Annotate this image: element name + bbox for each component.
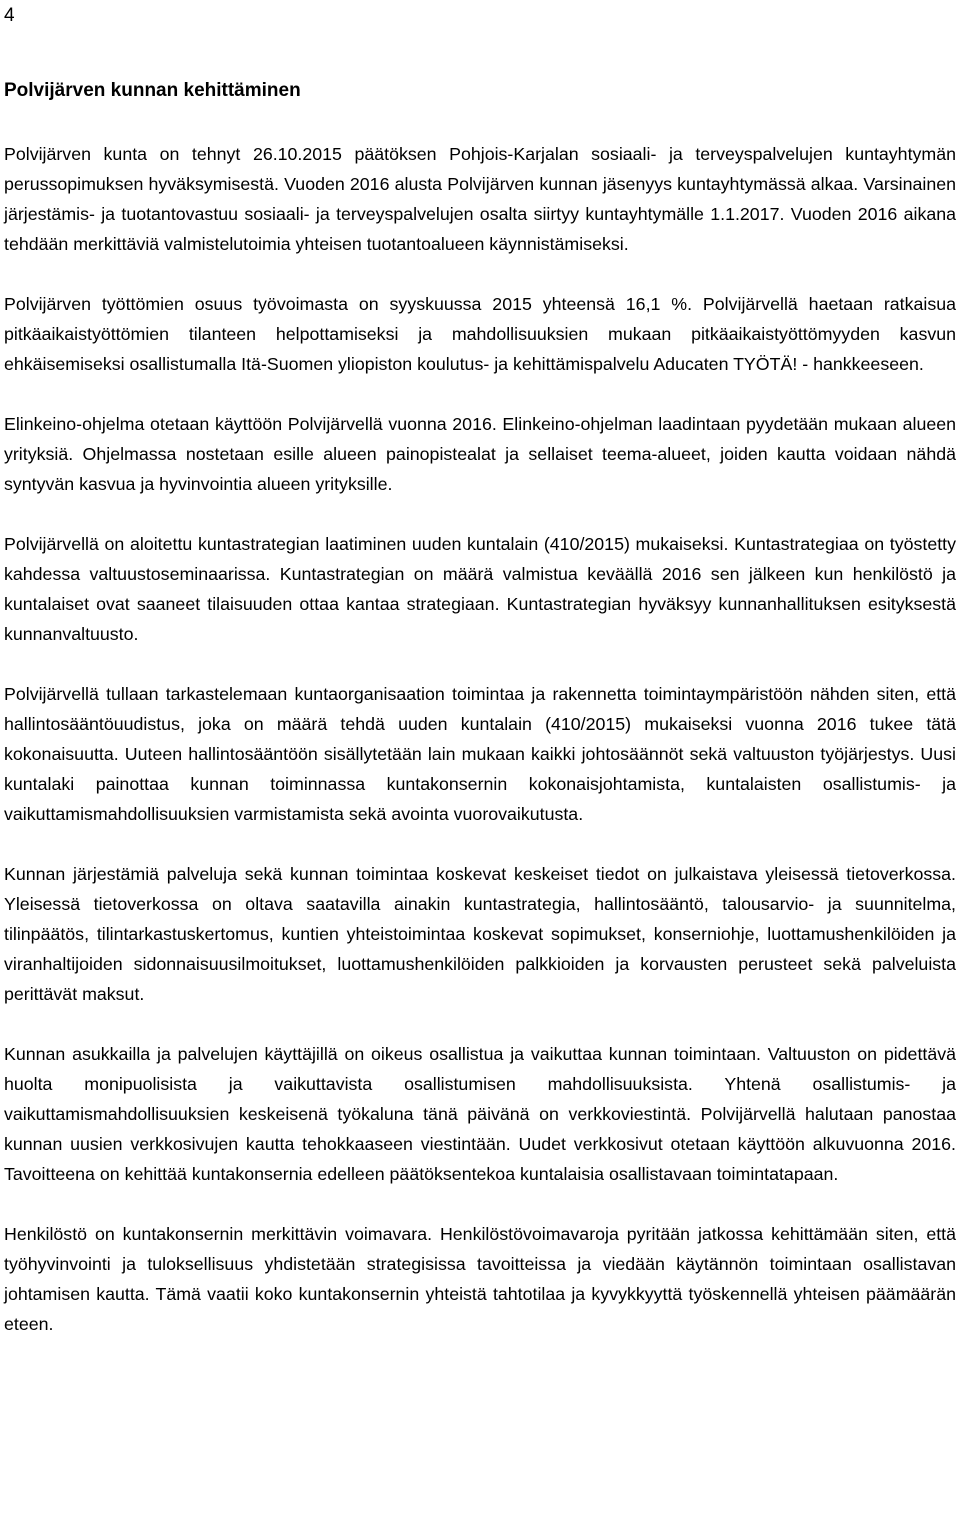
paragraph-business-program: Elinkeino-ohjelma otetaan käyttöön Polvijärvellä vuonna 2016. Elinkeino-ohjelman laadintaan pyydetään mukaan alueen yrityksiä. Ohjelmassa nostetaan esille alueen painopistealat ja sellaiset teema-alueet, joiden kautta voidaan nähdä syntyvän kasvua ja hyvinvointia alueen yrityksille. — [4, 414, 956, 494]
section-title: Polvijärven kunnan kehittäminen — [4, 80, 301, 101]
paragraph-public-information: Kunnan järjestämiä palveluja sekä kunnan toimintaa koskevat keskeiset tiedot on julkaistava yleisessä tietoverkossa. Yleisessä tietoverkossa on oltava saatavilla ainakin kuntastrategia, hallintosääntö, talousarvio- ja suunnitelma, tilinpäätös, tilintarkastuskertomus, kuntien yhteistoimintaa koskevat sopimukset, konserniohje, luottamushenkilöiden ja viranhaltijoiden sidonnaisuusilmoitukset, luottamushenkilöiden palkkioiden ja korvausten perusteet sekä palveluista perittävät maksut. — [4, 864, 956, 1004]
paragraph-participation: Kunnan asukkailla ja palvelujen käyttäjillä on oikeus osallistua ja vaikuttaa kunnan toimintaan. Valtuuston on pidettävä huolta monipuolisista ja vaikuttavista osallistumisen mahdollisuuksista. Yhtenä osallistumis- ja vaikuttamismahdollisuuksien keskeisenä työkaluna tänä päivänä on verkkoviestintä. Polvijärvellä halutaan panostaa kunnan uusien verkkosivujen kautta tehokkaaseen viestintään. Uudet verkkosivut otetaan käyttöön alkuvuonna 2016. Tavoitteena on kehittää kuntakonsernia edelleen päätöksentekoa kuntalaisia osallistavaan toimintatapaan. — [4, 1044, 956, 1184]
paragraph-personnel: Henkilöstö on kuntakonsernin merkittävin voimavara. Henkilöstövoimavaroja pyritään jatkossa kehittämään siten, että työhyvinvointi ja tuloksellisuus yhdistetään strategisissa tavoitteissa ja viedään käytännön toimintaan osallistavan johtamisen kautta. Tämä vaatii koko kuntakonsernin yhteistä tahtotilaa ja kyvykkyyttä työskennellä yhteisen päämäärän eteen. — [4, 1224, 956, 1334]
paragraph-municipal-strategy: Polvijärvellä on aloitettu kuntastrategian laatiminen uuden kuntalain (410/2015) mukaiseksi. Kuntastrategiaa on työstetty kahdessa valtuustoseminaarissa. Kuntastrategian on määrä valmistua keväällä 2016 sen jälkeen kun henkilöstö ja kuntalaiset ovat saaneet tilaisuuden ottaa kantaa strategiaan. Kuntastrategian hyväksyy kunnanhallituksen esityksestä kunnanvaltuusto. — [4, 534, 956, 644]
paragraph-joint-municipal-authority: Polvijärven kunta on tehnyt 26.10.2015 päätöksen Pohjois-Karjalan sosiaali- ja terveyspalvelujen kuntayhtymän perussopimuksen hyväksymisestä. Vuoden 2016 alusta Polvijärven kunnan jäsenyys kuntayhtymässä alkaa. Varsinainen järjestämis- ja tuotantovastuu sosiaali- ja terveyspalvelujen osalta siirtyy kuntayhtymälle 1.1.2017. Vuoden 2016 aikana tehdään merkittäviä valmistelutoimia yhteisen tuotantoalueen käynnistämiseksi. — [4, 144, 956, 254]
paragraph-unemployment: Polvijärven työttömien osuus työvoimasta on syyskuussa 2015 yhteensä 16,1 %. Polvijärvellä haetaan ratkaisua pitkäaikaistyöttömien tilanteen helpottamiseksi ja mahdollisuuksien mukaan pitkäaikaistyöttömyyden kasvun ehkäisemiseksi osallistumalla Itä-Suomen yliopiston koulutus- ja kehittämispalvelu Aducaten TYÖTÄ! - hankkeeseen. — [4, 294, 956, 374]
page-number: 4 — [4, 5, 15, 26]
document-body — [4, 139, 956, 1369]
paragraph-administrative-rules: Polvijärvellä tullaan tarkastelemaan kuntaorganisaation toimintaa ja rakennetta toimintaympäristöön nähden siten, että hallintosääntöuudistus, joka on määrä tehdä uuden kuntalain (410/2015) mukaiseksi vuonna 2016 tukee tätä kokonaisuutta. Uuteen hallintosääntöön sisällytetään lain mukaan kaikki johtosäännöt sekä valtuuston työjärjestys. Uusi kuntalaki painottaa kunnan toiminnassa kuntakonsernin kokonaisjohtamista, kuntalaisten osallistumis- ja vaikuttamismahdollisuuksien varmistamista sekä avointa vuorovaikutusta. — [4, 684, 956, 824]
